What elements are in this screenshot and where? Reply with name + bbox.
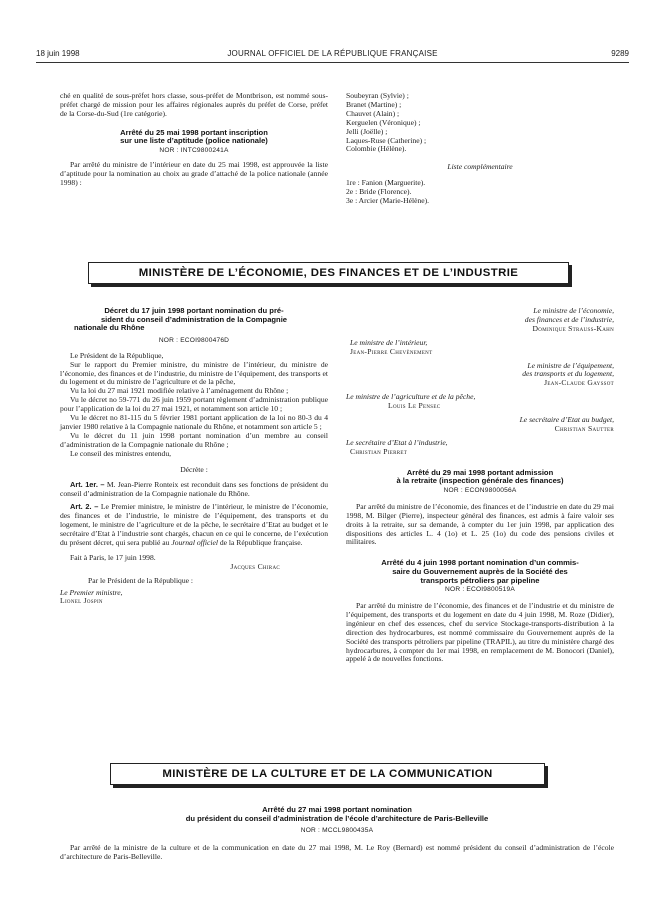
article-2 — [60, 503, 328, 548]
arrete-27-body: Par arrêté de la ministre de la culture et de la communication en date du 27 mai 1998, M. Le Roy (Bernard) est nommé président du conseil d’administration de l’école d’architecture de Paris-Belleville. — [60, 843, 614, 861]
arrete-4-nor: NOR : ECOI9800519A — [445, 586, 515, 594]
decret-visa: Vu la loi du 27 mai 1921 modifiée relative à l’aménagement du Rhône ; — [70, 386, 289, 396]
decret-visa: Le conseil des ministres entendu, — [70, 448, 172, 458]
decret-visa: Sur le rapport du Premier ministre, du ministre de l’intérieur, du ministre de l’économie, des finances et de l’industrie, du ministre de l’équipement, des transports et du logement et du ministre de l’agriculture et de la pêche, — [60, 359, 328, 387]
complementary-name: 1re : Fanion (Marguerite). — [346, 178, 426, 188]
page-header — [36, 49, 629, 61]
signature-title: Le secrétaire d’Etat au budget, — [519, 415, 614, 425]
aptitude-name: Laques-Ruse (Catherine) ; — [346, 135, 427, 145]
top-left-column — [60, 92, 328, 188]
signature-title: Le ministre de l’économie, — [533, 306, 614, 315]
signature-title: Le ministre de l’agriculture et de la pêche, — [346, 392, 476, 402]
signature-block — [346, 362, 614, 389]
decret-title-line-2: sident du conseil d’administration de la Compagnie — [100, 314, 288, 324]
article-2-text-end: de la République française. — [219, 537, 303, 547]
article-1 — [60, 481, 328, 499]
decret-fait: Fait à Paris, le 17 juin 1998. — [70, 552, 156, 562]
signature-title: Le secrétaire d’Etat à l’industrie, — [346, 437, 448, 447]
article-1-text: M. Jean-Pierre Ronteix est reconduit dans ses fonctions de président du conseil d’administration de la Compagnie nationale du Rhône. — [60, 480, 329, 499]
arrete-29-title-line-2: à la retraite (inspection générale des finances) — [396, 476, 564, 486]
decret-title-line-3: nationale du Rhône — [74, 323, 145, 333]
decret-signer: Jacques Chirac — [230, 561, 280, 571]
arrete-29-title-line-1: Arrêté du 29 mai 1998 portant admission — [406, 467, 554, 477]
top-right-column — [346, 92, 614, 206]
signature-title: des finances et de l’industrie, — [524, 314, 614, 324]
arrete-25-body: Par arrêté du ministre de l’intérieur en date du 25 mai 1998, est approuvée la liste d’aptitude pour la nomination au choix au grade d’attaché de la police nationale (année 1998) : — [60, 159, 328, 187]
decrete-heading: Décrète : — [180, 464, 208, 474]
aptitude-name: Kerguelen (Véronique) ; — [346, 117, 421, 127]
arrete-25-title-line-1: Arrêté du 25 mai 1998 portant inscription — [120, 127, 268, 137]
aptitude-name: Chauvet (Alain) ; — [346, 108, 400, 118]
decret-column — [60, 307, 328, 606]
decret-intro: Le Président de la République, — [70, 350, 164, 360]
aptitude-name: Branet (Martine) ; — [346, 99, 402, 109]
ministry-culture-banner: MINISTÈRE DE LA CULTURE ET DE LA COMMUNICATION — [110, 763, 545, 785]
aptitude-name: Colombie (Hélène). — [346, 144, 407, 154]
header-rule — [36, 62, 629, 63]
signatures-column — [346, 307, 614, 664]
signature-block — [346, 339, 614, 357]
complementary-list-title: Liste complémentaire — [447, 162, 513, 172]
decret-title-line-1: Décret du 17 juin 1998 portant nomination du pré- — [104, 306, 284, 315]
premier-ministre-title: Le Premier ministre, — [60, 587, 123, 597]
decret-visa: Vu le décret no 81-115 du 5 février 1981 portant application de la loi no 80-3 du 4 janvier 1980 relative à la Compagnie nationale du Rhône, et notamment son article 5 ; — [60, 413, 328, 431]
arrete-4-title-line-1: Arrêté du 4 juin 1998 portant nomination d’un commis- — [381, 558, 579, 568]
arrete-27-title-line-1: Arrêté du 27 mai 1998 portant nomination — [262, 805, 412, 814]
signature-name: Jean-Claude Gayssot — [544, 378, 614, 388]
article-2-text: Le Premier ministre, le ministre de l’intérieur, le ministre de l’économie, des finances et de l’industrie, le ministre de l’équipement, des transports et du logement, le ministre de l’agriculture et de la pêche, le secrétaire d’Etat au budget et le secrétaire d’Etat à l’industrie sont chargés, chacun en ce qui le concerne, de l’exécution du présent décret, qui sera publié au — [60, 502, 329, 547]
signature-block — [346, 439, 614, 457]
decret-visa: Vu le décret no 59-771 du 26 juin 1959 portant règlement d’administration publique pour l’application de la loi du 27 mai 1921, et notamment son article 10 ; — [60, 395, 328, 414]
header-date: 18 juin 1998 — [36, 49, 80, 58]
arrete-27-title-line-2: du président du conseil d’administration de l’école d’architecture de Paris-Belleville — [185, 813, 489, 823]
signature-title: Le ministre de l’intérieur, — [350, 337, 428, 347]
arrete-27-nor: NOR : MCCL9800435A — [300, 827, 374, 835]
par-le-president: Par le Président de la République : — [88, 575, 194, 585]
decret-nor: NOR : ECOI9800476D — [158, 336, 230, 344]
arrete-25-nor: NOR : INTC9800241A — [159, 146, 229, 154]
arrete-4-title-line-2: saire du Gouvernement auprès de la Société des — [392, 566, 568, 576]
arrete-29-nor: NOR : ECON9800056A — [443, 486, 517, 494]
page-number: 9289 — [611, 49, 629, 58]
signature-title: des transports et du logement, — [522, 369, 614, 379]
aptitude-name: Jelli (Joëlle) ; — [346, 126, 388, 136]
premier-ministre-name: Lionel Jospin — [60, 596, 103, 606]
signature-block — [346, 393, 614, 411]
continuation-paragraph: ché en qualité de sous-préfet hors classe, sous-préfet de Montbrison, est nommé sous-préfet chargé de mission pour les affaires régionales auprès du préfet de Corse, préfet de la Corse-du-Sud (1re catégorie). — [60, 91, 328, 118]
signature-block — [346, 307, 614, 334]
arrete-29-body: Par arrêté du ministre de l’économie, des finances et de l’industrie en date du 29 mai 1998, M. Bilger (Pierre), inspecteur général des finances, est admis à faire valoir ses droits à la retraite, sur sa demande, à compter du 1er juin 1998, par application des dispositions des articles L. 4 (1o) et L. 25 (1o) du code des pensions civiles et militaires. — [346, 501, 614, 547]
journal-officiel-ref: Journal officiel — [171, 537, 218, 547]
ministry-economie-banner: MINISTÈRE DE L’ÉCONOMIE, DES FINANCES ET DE L’INDUSTRIE — [88, 262, 569, 284]
aptitude-name: Soubeyran (Sylvie) ; — [346, 91, 409, 100]
article-1-label: Art. 1er. – — [70, 480, 105, 490]
arrete-25-title-line-2: sur une liste d’aptitude (police nationale) — [120, 136, 268, 146]
journal-title: JOURNAL OFFICIEL DE LA RÉPUBLIQUE FRANÇAISE — [227, 49, 438, 58]
signature-name: Christian Pierret — [350, 446, 408, 456]
complementary-name: 3e : Arcier (Marie-Hélène). — [346, 196, 430, 206]
article-2-label: Art. 2. – — [70, 502, 99, 512]
arrete-27-section — [60, 806, 614, 862]
signature-title: Le ministre de l’équipement, — [527, 360, 614, 370]
arrete-4-body: Par arrêté du ministre de l’économie, des finances et de l’industrie et du ministre de l’équipement, des transports et du logement en date du 4 juin 1998, M. Roze (Didier), ingénieur en chef des essences, chef du service Stockage-transports-distribution à la direction des hydrocarbures, est nommé commissaire du Gouvernement auprès de la Société des transports pétroliers par pipeline (TRAPIL), au titre du ministère chargé des hydrocarbures, à compter du 1er mai 1998, en remplacement de M. Bonocori (Daniel), appelé à de nouvelles fonctions. — [346, 601, 614, 664]
signature-name: Louis Le Pensec — [388, 401, 441, 411]
decret-visa: Vu le décret du 11 juin 1998 portant nomination d’un membre au conseil d’administration de la Compagnie nationale du Rhône ; — [60, 430, 328, 449]
signature-block — [346, 416, 614, 434]
signature-name: Jean-Pierre Chevènement — [350, 346, 433, 356]
complementary-name: 2e : Bride (Florence). — [346, 187, 412, 197]
signature-name: Dominique Strauss-Kahn — [532, 323, 614, 333]
signature-name: Christian Sautter — [554, 423, 614, 433]
arrete-4-title-line-3: transports pétroliers par pipeline — [420, 575, 540, 585]
